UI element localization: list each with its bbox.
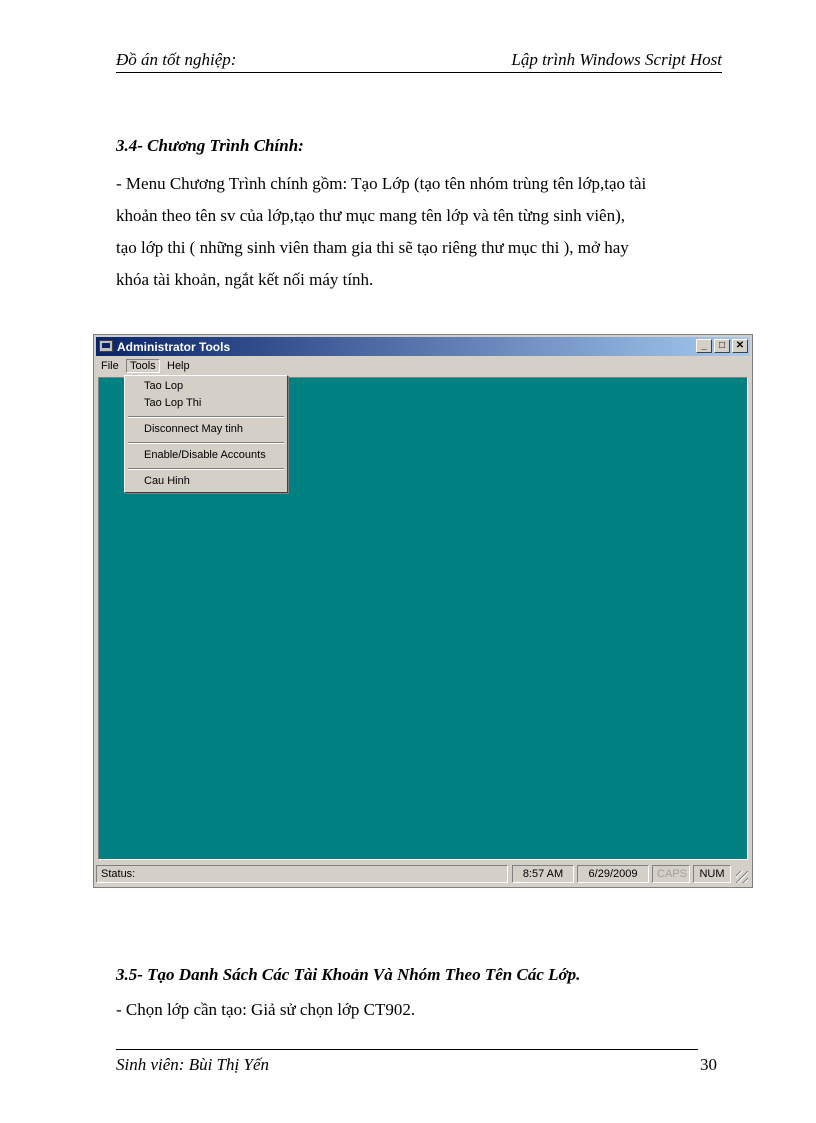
paragraph-line: khoản theo tên sv của lớp,tạo thư mục mang tên lớp và tên từng sinh viên), (116, 206, 625, 225)
menu-separator (128, 468, 284, 470)
title-bar[interactable] (96, 337, 750, 356)
menu-help[interactable]: Help (167, 360, 190, 372)
menu-item-tao-lop-thi[interactable]: Tao Lop Thi (144, 397, 202, 409)
status-num: NUM (693, 865, 731, 883)
menu-separator (128, 442, 284, 444)
menu-item-tao-lop[interactable]: Tao Lop (144, 380, 184, 392)
status-caps: CAPS (652, 865, 690, 883)
header-right: Lập trình Windows Script Host (511, 50, 722, 69)
status-date: 6/29/2009 (577, 865, 649, 883)
paragraph-line: - Chọn lớp cần tạo: Giả sử chọn lớp CT902. (116, 1000, 416, 1019)
window-title: Administrator Tools (117, 340, 231, 354)
minimize-button[interactable]: _ (696, 339, 712, 353)
status-text: Status: (96, 865, 508, 883)
menu-file[interactable]: File (101, 360, 119, 372)
resize-grip-icon[interactable] (736, 871, 748, 883)
menu-item-enable-disable-accounts[interactable]: Enable/Disable Accounts (144, 449, 266, 461)
page-header (116, 50, 722, 73)
tools-dropdown-menu (124, 375, 288, 493)
menu-item-cau-hinh[interactable]: Cau Hinh (144, 475, 190, 487)
paragraph-line: khóa tài khoản, ngắt kết nối máy tính. (116, 270, 374, 289)
maximize-button[interactable]: □ (714, 339, 730, 353)
menu-separator (128, 416, 284, 418)
footer-rule (116, 1049, 698, 1050)
paragraph-line: - Menu Chương Trình chính gồm: Tạo Lớp (tạo tên nhóm trùng tên lớp,tạo tài (116, 174, 647, 193)
paragraph (116, 168, 720, 296)
footer-author: Sinh viên: Bùi Thị Yến (116, 1055, 269, 1074)
status-bar (96, 863, 750, 885)
app-icon (99, 340, 113, 352)
close-button[interactable]: ✕ (732, 339, 748, 353)
section-title: 3.5- Tạo Danh Sách Các Tài Khoản Và Nhóm Theo Tên Các Lớp. (116, 965, 581, 984)
header-left: Đồ án tốt nghiệp: (116, 50, 237, 69)
status-time: 8:57 AM (512, 865, 574, 883)
menu-tools[interactable]: Tools (126, 359, 160, 373)
section-title: 3.4- Chương Trình Chính: (116, 136, 304, 155)
menu-bar (96, 357, 750, 376)
page-number: 30 (700, 1055, 717, 1074)
menu-item-disconnect[interactable]: Disconnect May tinh (144, 423, 244, 435)
paragraph-line: tạo lớp thi ( những sinh viên tham gia thi sẽ tạo riêng thư mục thi ), mở hay (116, 238, 629, 257)
